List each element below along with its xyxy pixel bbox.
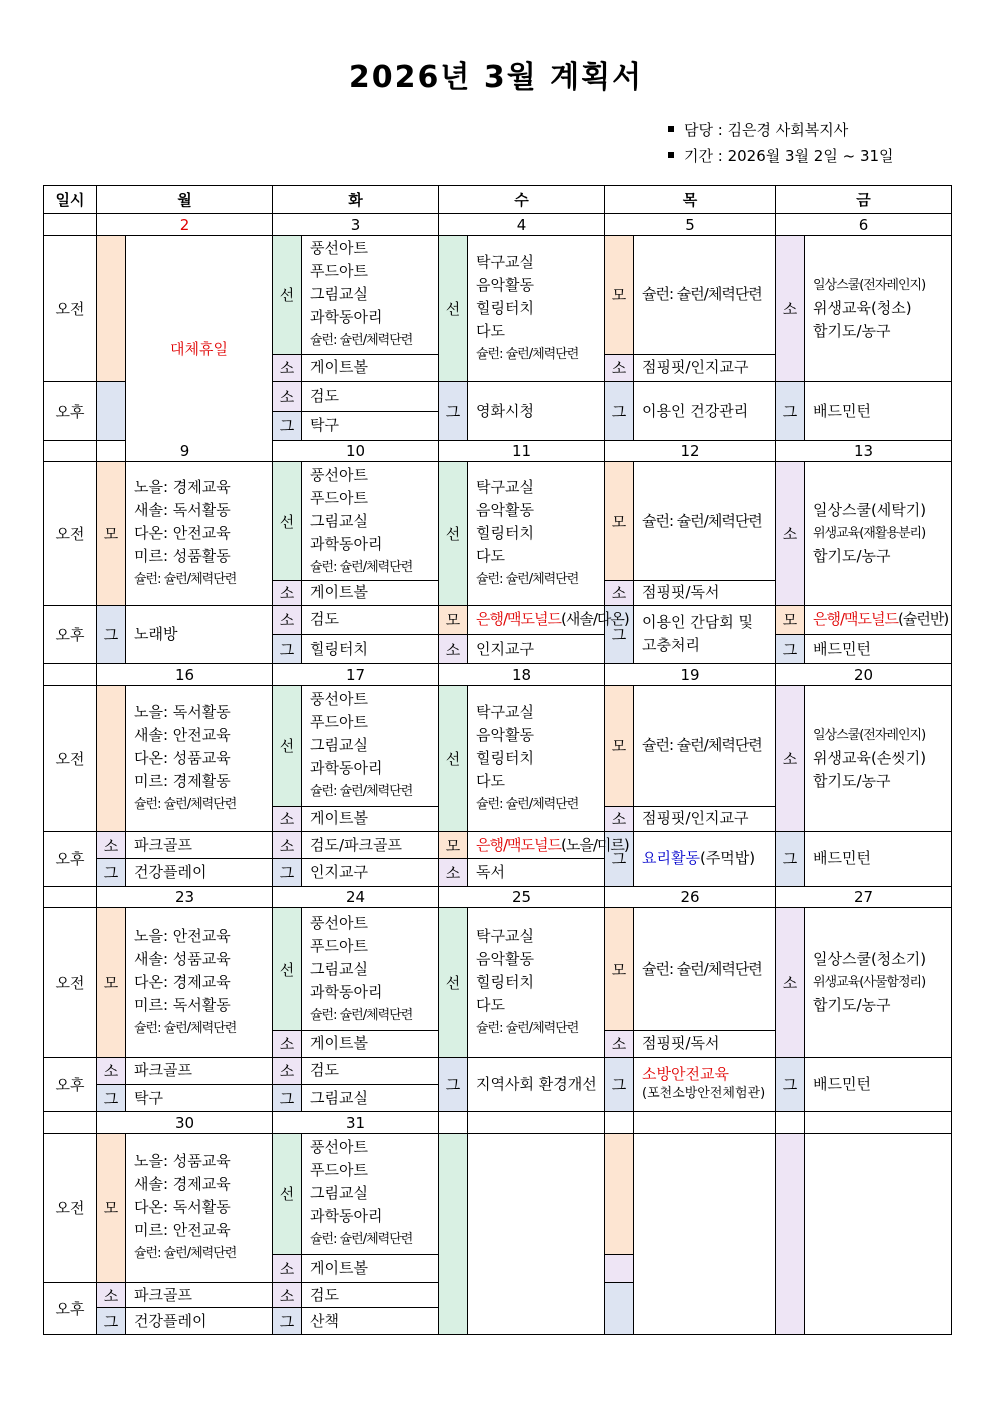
info-manager (668, 119, 848, 140)
date-fri: 6 (776, 214, 952, 235)
group-tag: 소 (273, 832, 302, 859)
group-tag: 그 (605, 832, 634, 887)
group-tag: 그 (97, 1308, 126, 1335)
activity-cell: 그림교실 (302, 1084, 439, 1111)
date-tue: 24 (273, 886, 439, 907)
group-tag: 소 (97, 832, 126, 859)
activity-cell: 탁구 (126, 1084, 273, 1111)
group-tag: 소 (776, 462, 805, 605)
date-mon: 16 (97, 664, 273, 685)
activity-cell: 인지교구 (302, 859, 439, 886)
group-tag: 모 (605, 462, 634, 581)
group-tag: 선 (439, 685, 468, 831)
group-tag: 그 (776, 382, 805, 441)
group-tag (439, 1133, 468, 1334)
pm-label: 오후 (44, 1283, 97, 1335)
activity-cell: 일상스쿨(청소기) 위생교육(사물함정리) 합기도/농구 (805, 908, 952, 1057)
activity-cell: 점핑핏/독서 (634, 581, 776, 605)
group-tag: 선 (273, 462, 302, 581)
date-mon: 2 (97, 214, 273, 235)
group-tag: 모 (605, 908, 634, 1031)
activity-cell: 점핑핏/인지교구 (634, 354, 776, 381)
group-tag: 소 (776, 235, 805, 381)
activity-cell: 영화시청 (468, 382, 605, 441)
date-thu: 26 (605, 886, 776, 907)
group-tag: 그 (97, 1084, 126, 1111)
activity-cell: 점핑핏/독서 (634, 1031, 776, 1057)
group-tag: 모 (605, 685, 634, 806)
activity-cell: 독서 (468, 859, 605, 886)
activity-cell: 은행/맥도널드(새솔/다온) (468, 605, 605, 634)
empty-cell (805, 1112, 952, 1133)
header-wed: 수 (439, 186, 605, 214)
activity-cell: 이용인 건강관리 (634, 382, 776, 441)
group-tag (97, 382, 126, 441)
pm-label: 오후 (44, 605, 97, 664)
date-tue: 3 (273, 214, 439, 235)
week3-dates (44, 664, 952, 685)
group-tag: 소 (605, 354, 634, 381)
group-tag: 그 (776, 1057, 805, 1112)
empty-cell (468, 1112, 605, 1133)
activity-cell: 탁구교실 음악활동 힐링터치 다도 슐런: 슐런/체력단련 (468, 235, 605, 381)
group-tag: 선 (273, 685, 302, 806)
bullet-square-icon (668, 126, 674, 132)
activity-cell: 게이트볼 (302, 1031, 439, 1057)
group-tag: 그 (273, 411, 302, 440)
date-wed: 25 (439, 886, 605, 907)
activity-cell: 검도/파크골프 (302, 832, 439, 859)
group-tag: 소 (97, 1283, 126, 1308)
activity-cell: 노을: 성품교육 새솔: 경제교육 다온: 독서활동 미르: 안전교육 슐런: 슐런/체력단련 (126, 1133, 273, 1282)
group-tag: 선 (439, 462, 468, 605)
activity-cell: 인지교구 (468, 634, 605, 663)
group-tag: 그 (273, 634, 302, 663)
activity-cell: 지역사회 환경개선 (468, 1057, 605, 1112)
group-tag: 모 (97, 462, 126, 605)
activity-cell: 일상스쿨(전자레인지) 위생교육(손씻기) 합기도/농구 (805, 685, 952, 831)
group-tag (97, 685, 126, 831)
empty-cell (634, 1112, 776, 1133)
date-thu: 19 (605, 664, 776, 685)
group-tag: 모 (97, 908, 126, 1057)
empty-cell (605, 1112, 634, 1133)
group-tag: 소 (439, 634, 468, 663)
activity-cell: 일상스쿨(세탁기) 위생교육(재활용분리) 합기도/농구 (805, 462, 952, 605)
group-tag (605, 1254, 634, 1282)
group-tag: 소 (273, 1057, 302, 1084)
group-tag: 그 (97, 859, 126, 886)
activity-cell: 노을: 독서활동 새솔: 안전교육 다온: 성품교육 미르: 경제활동 슐런: 슐런/체력단련 (126, 685, 273, 831)
activity-cell: 탁구교실 음악활동 힐링터치 다도 슐런: 슐런/체력단련 (468, 462, 605, 605)
activity-cell: 검도 (302, 1057, 439, 1084)
activity-cell: 소방안전교육 (포천소방안전체험관) (634, 1057, 776, 1112)
empty-cell (776, 1112, 805, 1133)
group-tag: 소 (273, 581, 302, 605)
group-tag: 그 (439, 1057, 468, 1112)
holiday-cell: 대체휴일 (126, 235, 273, 462)
group-tag: 소 (273, 1254, 302, 1282)
header-fri: 금 (776, 186, 952, 214)
activity-cell: 풍선아트 푸드아트 그림교실 과학동아리 슐런: 슐런/체력단련 (302, 685, 439, 806)
page-title: 2026년 3월 계획서 (348, 60, 644, 95)
empty-cell (468, 1133, 605, 1334)
group-tag: 모 (97, 1133, 126, 1282)
date-wed: 18 (439, 664, 605, 685)
group-tag: 그 (439, 382, 468, 441)
date-blank (44, 1112, 97, 1133)
group-tag: 선 (273, 908, 302, 1031)
header-mon: 월 (97, 186, 273, 214)
date-tue: 31 (273, 1112, 439, 1133)
week1-dates (44, 214, 952, 235)
group-tag: 그 (273, 859, 302, 886)
activity-cell: 탁구교실 음악활동 힐링터치 다도 슐런: 슐런/체력단련 (468, 908, 605, 1057)
date-wed: 4 (439, 214, 605, 235)
header-thu: 목 (605, 186, 776, 214)
activity-cell: 게이트볼 (302, 806, 439, 831)
activity-cell: 힐링터치 (302, 634, 439, 663)
date-blank (44, 886, 97, 907)
activity-cell: 배드민턴 (805, 1057, 952, 1112)
group-tag: 소 (273, 1031, 302, 1057)
group-tag: 소 (273, 806, 302, 831)
activity-cell: 풍선아트 푸드아트 그림교실 과학동아리 슐런: 슐런/체력단련 (302, 908, 439, 1031)
group-tag (776, 1133, 805, 1334)
activity-cell: 건강플레이 (126, 859, 273, 886)
period-text: 기간 : 2026월 3월 2일 ~ 31일 (684, 147, 894, 165)
group-tag (97, 235, 126, 381)
activity-cell: 은행/맥도널드(노을/미르) (468, 832, 605, 859)
bullet-square-icon (668, 152, 674, 158)
group-tag: 그 (605, 1057, 634, 1112)
group-tag: 소 (605, 1031, 634, 1057)
activity-cell: 파크골프 (126, 832, 273, 859)
date-blank (44, 664, 97, 685)
date-mon: 23 (97, 886, 273, 907)
activity-cell: 슐런: 슐런/체력단련 (634, 908, 776, 1031)
activity-cell: 이용인 간담회 및 고충처리 (634, 605, 776, 664)
activity-cell: 은행/맥도널드(슐런반) (805, 605, 952, 634)
empty-cell (439, 1112, 468, 1133)
activity-cell: 검도 (302, 382, 439, 411)
group-tag: 소 (776, 685, 805, 831)
group-tag: 모 (439, 832, 468, 859)
activity-cell: 노을: 경제교육 새솔: 독서활동 다온: 안전교육 미르: 성품활동 슐런: 슐런/체력단련 (126, 462, 273, 605)
group-tag: 소 (97, 1057, 126, 1084)
group-tag: 모 (439, 605, 468, 634)
group-tag: 소 (273, 382, 302, 411)
empty-cell (634, 1133, 776, 1334)
week2-dates (44, 440, 952, 461)
group-tag: 소 (273, 605, 302, 634)
activity-cell: 일상스쿨(전자레인지) 위생교육(청소) 합기도/농구 (805, 235, 952, 381)
pm-label: 오후 (44, 382, 97, 441)
group-tag: 선 (439, 908, 468, 1057)
group-tag: 모 (605, 235, 634, 354)
group-tag (605, 1133, 634, 1254)
group-tag: 그 (776, 832, 805, 887)
group-tag: 그 (776, 634, 805, 663)
activity-cell: 풍선아트 푸드아트 그림교실 과학동아리 슐런: 슐런/체력단련 (302, 1133, 439, 1254)
group-tag: 소 (605, 581, 634, 605)
date-blank (44, 214, 97, 235)
date-fri: 27 (776, 886, 952, 907)
activity-cell: 슐런: 슐런/체력단련 (634, 685, 776, 806)
activity-cell: 건강플레이 (126, 1308, 273, 1335)
group-tag: 모 (776, 605, 805, 634)
am-label: 오전 (44, 462, 97, 605)
week5-dates (44, 1112, 952, 1133)
group-tag: 소 (273, 354, 302, 381)
activity-cell: 게이트볼 (302, 354, 439, 381)
group-tag: 그 (97, 605, 126, 664)
date-thu: 5 (605, 214, 776, 235)
date-wed: 11 (439, 440, 605, 461)
activity-cell: 파크골프 (126, 1283, 273, 1308)
group-tag: 그 (605, 382, 634, 441)
am-label: 오전 (44, 685, 97, 831)
activity-cell: 게이트볼 (302, 581, 439, 605)
group-tag: 선 (439, 235, 468, 381)
activity-cell: 산책 (302, 1308, 439, 1335)
empty-cell (805, 1133, 952, 1334)
activity-cell: 노을: 안전교육 새솔: 성품교육 다온: 경제교육 미르: 독서활동 슐런: 슐런/체력단련 (126, 908, 273, 1057)
am-label: 오전 (44, 908, 97, 1057)
group-tag: 소 (439, 859, 468, 886)
date-fri: 13 (776, 440, 952, 461)
group-tag: 선 (273, 1133, 302, 1254)
date-blank (44, 440, 97, 461)
group-tag (605, 1283, 634, 1335)
activity-cell: 슐런: 슐런/체력단련 (634, 462, 776, 581)
info-period (668, 145, 894, 166)
activity-cell: 배드민턴 (805, 832, 952, 887)
group-tag: 소 (605, 806, 634, 831)
header-row (44, 186, 952, 214)
group-tag: 그 (605, 605, 634, 664)
activity-cell: 요리활동(주먹밥) (634, 832, 776, 887)
activity-cell: 게이트볼 (302, 1254, 439, 1282)
date-fri: 20 (776, 664, 952, 685)
manager-text: 담당 : 김은경 사회복지사 (684, 121, 849, 139)
activity-cell: 풍선아트 푸드아트 그림교실 과학동아리 슐런: 슐런/체력단련 (302, 462, 439, 581)
date-tue: 10 (273, 440, 439, 461)
group-tag: 소 (776, 908, 805, 1057)
activity-cell: 풍선아트 푸드아트 그림교실 과학동아리 슐런: 슐런/체력단련 (302, 235, 439, 354)
group-tag: 그 (273, 1308, 302, 1335)
activity-cell: 검도 (302, 605, 439, 634)
pm-label: 오후 (44, 1057, 97, 1112)
am-label: 오전 (44, 1133, 97, 1282)
date-mon: 9 (97, 440, 273, 461)
activity-cell: 배드민턴 (805, 634, 952, 663)
activity-cell: 검도 (302, 1283, 439, 1308)
am-label: 오전 (44, 235, 97, 381)
group-tag: 선 (273, 235, 302, 354)
schedule-table (43, 185, 952, 1335)
activity-cell: 탁구 (302, 411, 439, 440)
date-mon: 30 (97, 1112, 273, 1133)
week4-dates (44, 886, 952, 907)
activity-cell: 슐런: 슐런/체력단련 (634, 235, 776, 354)
activity-cell: 배드민턴 (805, 382, 952, 441)
header-tue: 화 (273, 186, 439, 214)
activity-cell: 점핑핏/인지교구 (634, 806, 776, 831)
header-date: 일시 (44, 186, 97, 214)
activity-cell: 탁구교실 음악활동 힐링터치 다도 슐런: 슐런/체력단련 (468, 685, 605, 831)
date-tue: 17 (273, 664, 439, 685)
pm-label: 오후 (44, 832, 97, 887)
activity-cell: 파크골프 (126, 1057, 273, 1084)
date-thu: 12 (605, 440, 776, 461)
group-tag: 그 (273, 1084, 302, 1111)
group-tag: 소 (273, 1283, 302, 1308)
activity-cell: 노래방 (126, 605, 273, 664)
